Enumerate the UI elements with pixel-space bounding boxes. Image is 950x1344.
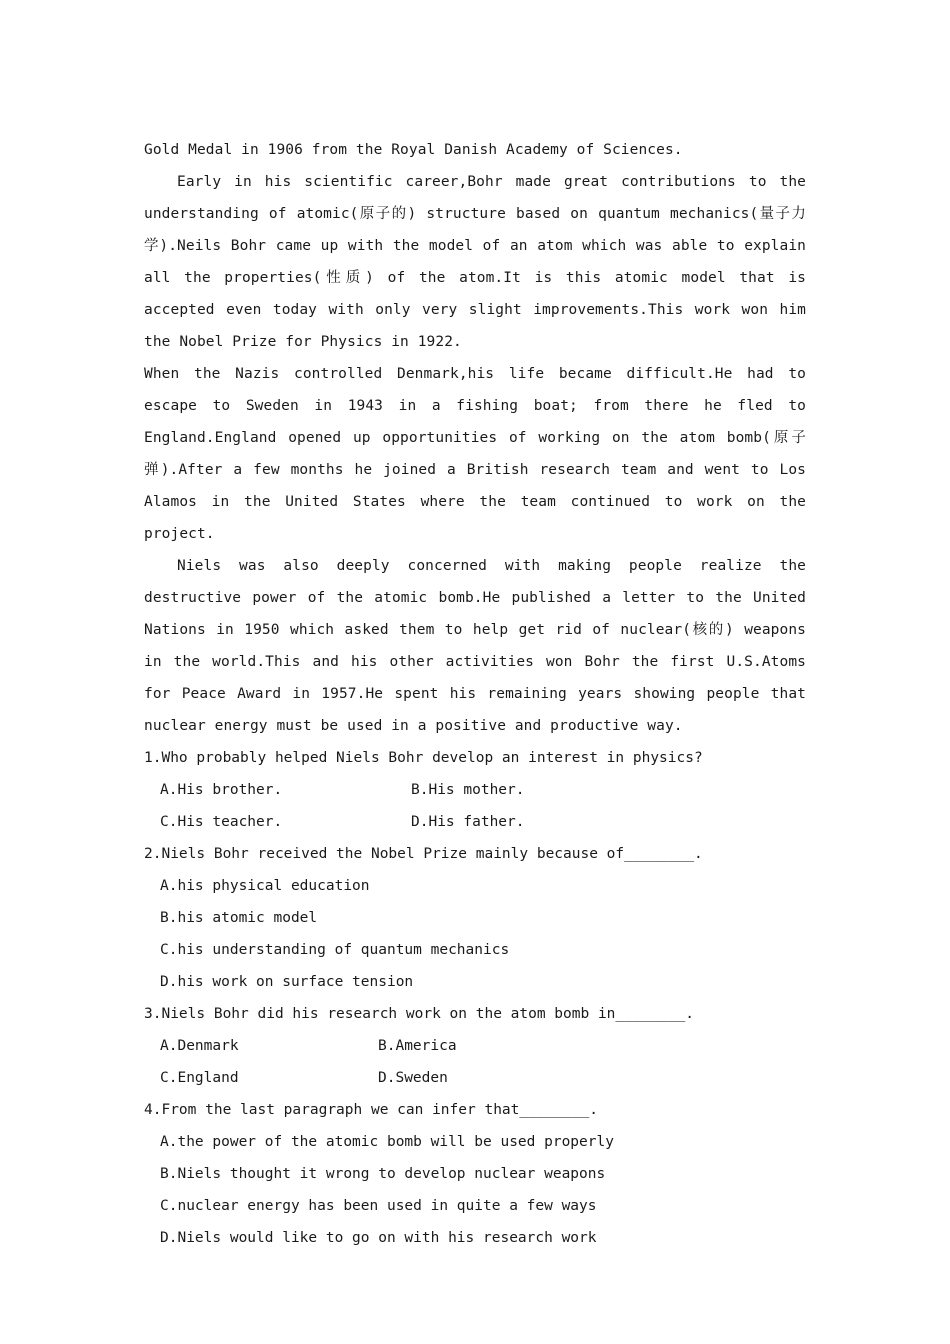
question-1-stem: 1.Who probably helped Niels Bohr develop an interest in physics? [144, 750, 703, 766]
question-4-stem: 4.From the last paragraph we can infer that________. [144, 1102, 598, 1118]
document-page [144, 134, 806, 1254]
question-3-stem: 3.Niels Bohr did his research work on the atom bomb in________. [144, 1006, 694, 1022]
question-3-option-c: C.England [160, 1070, 239, 1086]
question-3-options-row-1 [144, 1030, 806, 1062]
question-3-option-b: B.America [378, 1038, 457, 1054]
question-1-option-c: C.His teacher. [160, 814, 283, 830]
question-2 [144, 838, 806, 998]
question-2-option-c: C.his understanding of quantum mechanics [160, 942, 510, 958]
passage-paragraph-4: Niels was also deeply concerned with making people realize the destructive power of the atomic bomb.He published a letter to the United Nations in 1950 which asked them to help get rid of nuclear(核的) weapons in the world.This and his other activities won Bohr the first U.S.Atoms for Peace Award in 1957.He spent his remaining years showing people that nuclear energy must be used in a positive and productive way. [144, 558, 806, 734]
question-4 [144, 1094, 806, 1254]
question-2-option-d: D.his work on surface tension [160, 974, 414, 990]
question-1 [144, 742, 806, 838]
question-3-option-a: A.Denmark [160, 1038, 239, 1054]
question-1-options-row-2 [144, 806, 806, 838]
question-3-options-row-2 [144, 1062, 806, 1094]
question-4-option-c: C.nuclear energy has been used in quite a few ways [160, 1198, 597, 1214]
passage-paragraph-2: Early in his scientific career,Bohr made great contributions to the understanding of atomic(原子的) structure based on quantum mechanics(量子力学).Neils Bohr came up with the model of an atom which was able to explain all the properties(性质) of the atom.It is this atomic model that is accepted even today with only very slight improvements.This work won him the Nobel Prize for Physics in 1922. [144, 174, 806, 350]
passage-paragraph-3: When the Nazis controlled Denmark,his life became difficult.He had to escape to Sweden in 1943 in a fishing boat; from there he fled to England.England opened up opportunities of working on the atom bomb(原子弹).After a few months he joined a British research team and went to Los Alamos in the United States where the team continued to work on the project. [144, 366, 806, 542]
question-4-option-b: B.Niels thought it wrong to develop nuclear weapons [160, 1166, 606, 1182]
question-4-option-d: D.Niels would like to go on with his research work [160, 1230, 597, 1246]
question-1-options-row-1 [144, 774, 806, 806]
question-2-stem: 2.Niels Bohr received the Nobel Prize mainly because of________. [144, 846, 703, 862]
question-2-option-a: A.his physical education [160, 878, 370, 894]
question-1-option-b: B.His mother. [411, 782, 525, 798]
question-3 [144, 998, 806, 1094]
passage-paragraph-1: Gold Medal in 1906 from the Royal Danish Academy of Sciences. [144, 142, 683, 158]
question-1-option-a: A.His brother. [160, 782, 283, 798]
question-1-option-d: D.His father. [411, 814, 525, 830]
question-4-option-a: A.the power of the atomic bomb will be used properly [160, 1134, 614, 1150]
question-2-option-b: B.his atomic model [160, 910, 318, 926]
question-3-option-d: D.Sweden [378, 1070, 448, 1086]
